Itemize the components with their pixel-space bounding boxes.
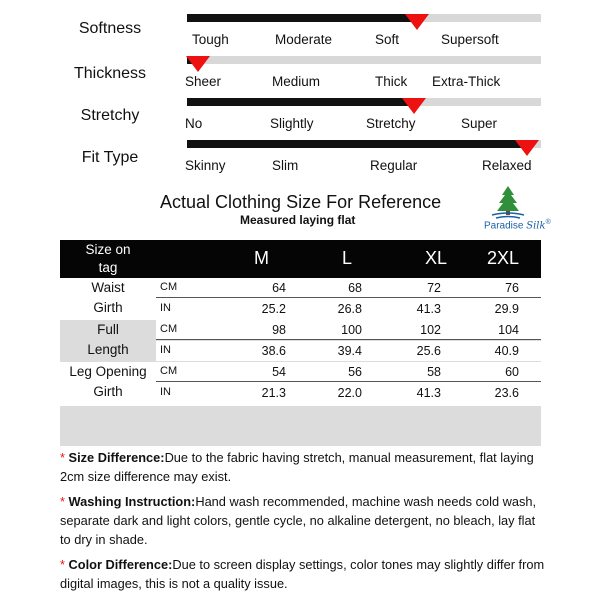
- scale-name: Softness: [78, 20, 142, 37]
- row-cm: [156, 362, 541, 382]
- scale-softness: [0, 14, 600, 56]
- scale-option: Medium: [272, 74, 321, 89]
- scale-option: Extra-Thick: [432, 74, 501, 89]
- table-cell: 98: [272, 323, 286, 337]
- scale-option: Super: [461, 116, 498, 131]
- note-washing-instruction: [60, 492, 545, 549]
- scale-thickness: [0, 56, 600, 98]
- scale-option: Skinny: [185, 158, 226, 173]
- size-header: XL: [425, 248, 448, 268]
- unit-label: IN: [160, 302, 171, 314]
- note-bullet: *: [60, 494, 65, 509]
- table-cell: 41.3: [416, 386, 441, 400]
- note-bullet: *: [60, 557, 65, 572]
- scale-track: [187, 140, 541, 148]
- page-subtitle: Measured laying flat: [240, 213, 356, 227]
- scale-fill: [187, 98, 414, 106]
- scale-marker: [402, 98, 426, 114]
- registered-mark: ®: [545, 218, 551, 226]
- table-cell: 40.9: [494, 344, 519, 358]
- scale-option: Thick: [375, 74, 408, 89]
- table-row-leg-opening-girth: [60, 362, 541, 404]
- table-cell: 58: [427, 365, 441, 379]
- scale-marker: [186, 56, 210, 72]
- scale-name: Stretchy: [80, 107, 140, 124]
- row-in: [156, 299, 541, 319]
- row-label: Waist Girth: [91, 280, 125, 315]
- size-header: 2XL: [487, 248, 520, 268]
- logo-wordmark: [484, 219, 551, 231]
- unit-label: IN: [160, 344, 171, 356]
- note-bullet: *: [60, 450, 65, 465]
- scale-option: Regular: [370, 158, 418, 173]
- scale-option: Slim: [272, 158, 299, 173]
- scale-stretchy: [0, 98, 600, 140]
- logo-text-silk: Silk: [526, 220, 546, 231]
- row-cm: [156, 278, 541, 298]
- table-cell: 68: [348, 281, 362, 295]
- table-cell: 29.9: [494, 302, 519, 316]
- table-cell: 41.3: [416, 302, 441, 316]
- row-label: Full Length: [87, 322, 129, 357]
- scale-marker: [405, 14, 429, 30]
- table-cell: 54: [272, 365, 286, 379]
- scale-fill: [187, 14, 417, 22]
- size-header: M: [254, 248, 269, 268]
- scale-marker: [515, 140, 539, 156]
- scale-option: Sheer: [185, 74, 222, 89]
- table-cell: 26.8: [337, 302, 362, 316]
- table-row-waist-girth: [60, 278, 541, 320]
- scale-name: Fit Type: [81, 149, 139, 166]
- scale-track: [187, 98, 541, 106]
- table-cell: 100: [341, 323, 362, 337]
- table-row-full-length: [60, 320, 541, 362]
- row-in: [156, 341, 541, 361]
- row-in: [156, 383, 541, 403]
- row-label: Leg Opening Girth: [69, 364, 147, 399]
- scale-track: [187, 56, 541, 64]
- table-cell: 72: [427, 281, 441, 295]
- unit-label: IN: [160, 386, 171, 398]
- scale-option: No: [185, 116, 203, 131]
- scale-option: Supersoft: [441, 32, 499, 47]
- scale-fit-type: [0, 140, 600, 182]
- table-cell: 22.0: [337, 386, 362, 400]
- scale-name: Thickness: [73, 65, 147, 82]
- brand-logo: [484, 185, 551, 233]
- scale-track: [187, 14, 541, 22]
- note-text: Due to the fabric having stretch, manual measurement, flat laying 2cm size difference may exist.: [60, 450, 534, 484]
- table-cell: 56: [348, 365, 362, 379]
- table-cell: 38.6: [261, 344, 286, 358]
- page-title: Actual Clothing Size For Reference: [160, 192, 442, 212]
- scale-fill: [187, 140, 527, 148]
- notes: [60, 448, 545, 599]
- unit-label: CM: [160, 281, 178, 293]
- size-table: [60, 240, 541, 404]
- scale-option: Relaxed: [482, 158, 532, 173]
- note-label: Washing Instruction:: [68, 494, 196, 509]
- scale-option: Slightly: [270, 116, 314, 131]
- note-size-difference: [60, 448, 545, 486]
- scale-option: Soft: [375, 32, 400, 47]
- scale-option: Moderate: [275, 32, 333, 47]
- table-cell: 39.4: [337, 344, 362, 358]
- table-cell: 102: [420, 323, 441, 337]
- table-cell: 25.6: [416, 344, 441, 358]
- table-cell: 21.3: [261, 386, 286, 400]
- note-label: Size Difference:: [68, 450, 165, 465]
- scale-option: Tough: [192, 32, 229, 47]
- table-header: [60, 240, 541, 278]
- note-text: Hand wash recommended, machine wash needs cold wash, separate dark and light colors, gentle cycle, no alkaline detergent, no bleach, lay flat to dry in shade.: [60, 494, 537, 547]
- size-on-tag-header: Size on tag: [85, 242, 131, 275]
- unit-label: CM: [160, 323, 178, 335]
- note-text: Due to screen display settings, color tones may slightly differ from digital images, this is not a quality issue.: [60, 557, 545, 591]
- note-color-difference: [60, 555, 545, 593]
- table-cell: 76: [505, 281, 519, 295]
- logo-text: Paradise: [484, 220, 524, 231]
- tree-logo-icon: [484, 185, 546, 221]
- note-label: Color Difference:: [68, 557, 173, 572]
- table-cell: 25.2: [261, 302, 286, 316]
- table-cell: 60: [505, 365, 519, 379]
- table-footer-band: [60, 406, 541, 446]
- size-header: L: [342, 248, 353, 268]
- table-cell: 64: [272, 281, 286, 295]
- unit-label: CM: [160, 365, 178, 377]
- row-cm: [156, 320, 541, 340]
- scale-option: Stretchy: [366, 116, 416, 131]
- table-cell: 23.6: [494, 386, 519, 400]
- table-cell: 104: [498, 323, 519, 337]
